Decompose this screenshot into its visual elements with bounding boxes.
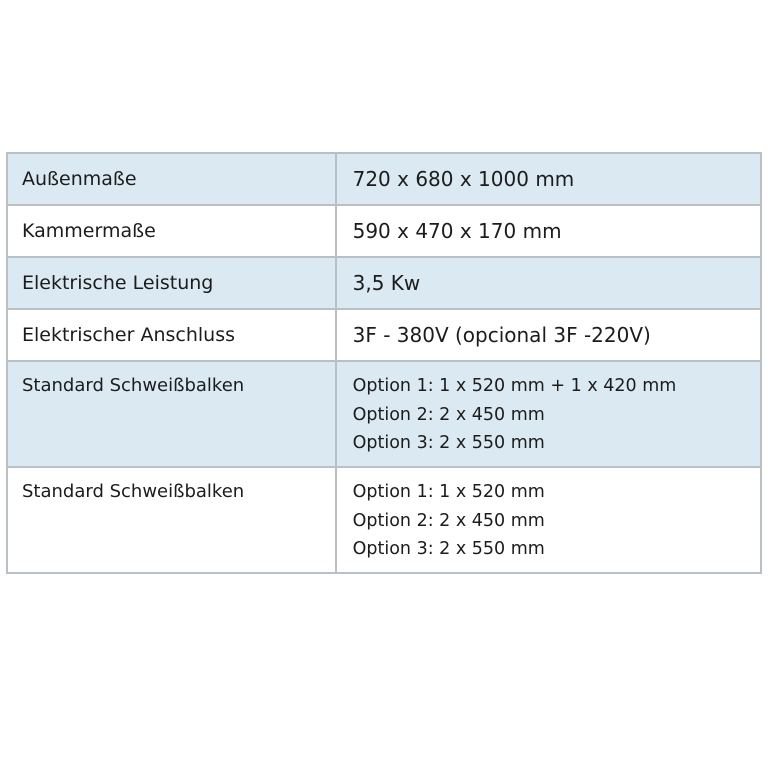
row-label: Standard Schweißbalken (22, 481, 245, 502)
row-label: Standard Schweißbalken (22, 375, 245, 396)
row-label: Elektrische Leistung (22, 272, 214, 294)
label-cell (7, 467, 336, 573)
options-list (337, 362, 760, 458)
row-label: Außenmaße (22, 168, 137, 190)
row-value: 590 x 470 x 170 mm (352, 219, 562, 243)
option-line: Option 2: 2 x 450 mm (352, 510, 545, 531)
table-row-chamber-dimensions (7, 205, 761, 257)
row-value: 720 x 680 x 1000 mm (352, 167, 575, 191)
value-cell (336, 257, 761, 309)
option-line: Option 2: 2 x 450 mm (352, 404, 545, 425)
table-row-sealing-bars-2 (7, 467, 761, 573)
option-line: Option 3: 2 x 550 mm (352, 433, 545, 453)
table-row-electric-connection (7, 309, 761, 361)
value-cell (336, 153, 761, 205)
row-value: 3,5 Kw (352, 271, 421, 295)
label-cell (7, 361, 336, 467)
label-cell (7, 309, 336, 361)
table-row-sealing-bars-1 (7, 361, 761, 467)
row-label: Elektrischer Anschluss (22, 324, 235, 346)
row-label: Kammermaße (22, 220, 156, 242)
value-cell (336, 467, 761, 573)
table-row-outer-dimensions (7, 153, 761, 205)
value-cell (336, 309, 761, 361)
label-cell (7, 205, 336, 257)
value-cell (336, 361, 761, 467)
option-line: Option 3: 2 x 550 mm (352, 539, 545, 559)
value-cell (336, 205, 761, 257)
label-cell (7, 153, 336, 205)
label-cell (7, 257, 336, 309)
option-line: Option 1: 1 x 520 mm + 1 x 420 mm (352, 376, 677, 396)
spec-table (6, 152, 762, 574)
table-row-electric-power (7, 257, 761, 309)
option-line: Option 1: 1 x 520 mm (352, 482, 545, 502)
options-list (337, 468, 760, 564)
row-value: 3F - 380V (opcional 3F -220V) (352, 323, 651, 347)
